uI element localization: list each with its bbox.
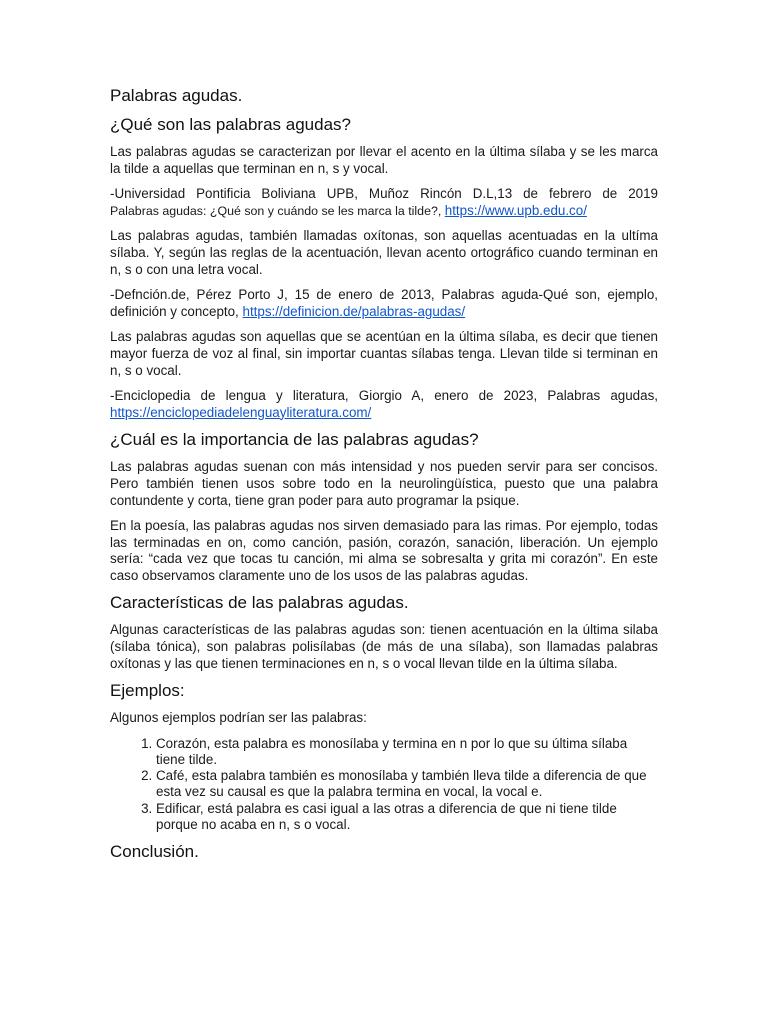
- reference-1-line1: -Universidad Pontificia Boliviana UPB, Muñoz Rincón D.L,13 de febrero de 2019: [110, 186, 658, 202]
- paragraph-definition-2: Las palabras agudas, también llamadas oxítonas, son aquellas acentuadas en la ultíma sílaba. Y, según las reglas de la acentuación, llevan acento ortográfico cuando terminan en n, s o con una letra vocal.: [110, 228, 658, 277]
- paragraph-importance-2: En la poesía, las palabras agudas nos sirven demasiado para las rimas. Por ejemplo, todas las terminadas en on, como canción, pasión, corazón, sanación, liberación. Un ejemplo sería: “cada vez que tocas tu canción, mi alma se sobresalta y grita mi corazón”. En este caso observamos claramente uno de los usos de las palabras agudas.: [110, 518, 658, 583]
- reference-2-link[interactable]: https://definicion.de/palabras-agudas/: [242, 303, 466, 319]
- document-page: [110, 86, 658, 871]
- paragraph-characteristics: Algunas características de las palabras agudas son: tienen acentuación en la última silaba (sílaba tónica), son palabras polisílabas (de más de una sílaba), son llamadas palabras oxítonas y las que tienen terminaciones en n, s o vocal llevan tilde en la última sílaba.: [110, 622, 658, 671]
- list-item: 1. Corazón, esta palabra es monosílaba y termina en n por lo que su última sílaba tiene tilde.: [156, 736, 658, 768]
- heading-what-are: ¿Qué son las palabras agudas?: [110, 115, 351, 134]
- reference-2: [110, 287, 658, 320]
- paragraph-definition-1: Las palabras agudas se caracterizan por llevar el acento en la última sílaba y se les marca la tilde a aquellas que terminan en n, s y vocal.: [110, 144, 658, 176]
- heading-conclusion: Conclusión.: [110, 842, 199, 862]
- paragraph-importance-1: Las palabras agudas suenan con más intensidad y nos pueden servir para ser concisos. Pero también tienen usos sobre todo en la neurolingüística, puesto que una palabra contundente y corta, tiene gran poder para auto programar la psique.: [110, 459, 658, 508]
- list-item: 2. Café, esta palabra también es monosílaba y también lleva tilde a diferencia de que esta vez su causal es que la palabra termina en vocal, la vocal e.: [156, 768, 658, 800]
- heading-examples: Ejemplos:: [110, 681, 185, 701]
- heading-importance: ¿Cuál es la importancia de las palabras agudas?: [110, 430, 479, 450]
- heading-characteristics: Características de las palabras agudas.: [110, 593, 409, 613]
- reference-1: [110, 186, 658, 219]
- reference-1-line2: Palabras agudas: ¿Qué son y cuándo se les marca la tilde?,: [110, 203, 445, 218]
- reference-2-text: -Defnción.de, Pérez Porto J, 15 de enero de 2013, Palabras aguda-Qué son, ejemplo, definición y concepto,: [110, 287, 658, 319]
- document-title: Palabras agudas.: [110, 86, 243, 105]
- reference-3: [110, 388, 658, 421]
- reference-1-link[interactable]: https://www.upb.edu.co/: [444, 202, 587, 218]
- reference-3-text: -Enciclopedia de lengua y literatura, Giorgio A, enero de 2023, Palabras agudas,: [110, 388, 658, 404]
- examples-list: [110, 736, 658, 833]
- paragraph-definition-3: Las palabras agudas son aquellas que se acentúan en la última sílaba, es decir que tienen mayor fuerza de voz al final, sin importar cuantas sílabas tenga. Llevan tilde si terminan en n, s o vocal.: [110, 329, 658, 378]
- list-item: 3. Edificar, está palabra es casi igual a las otras a diferencia de que ni tiene tilde porque no acaba en n, s o vocal.: [156, 801, 658, 833]
- examples-intro: Algunos ejemplos podrían ser las palabras:: [110, 710, 367, 726]
- reference-3-link[interactable]: https://enciclopediadelenguayliteratura.com/: [110, 404, 372, 420]
